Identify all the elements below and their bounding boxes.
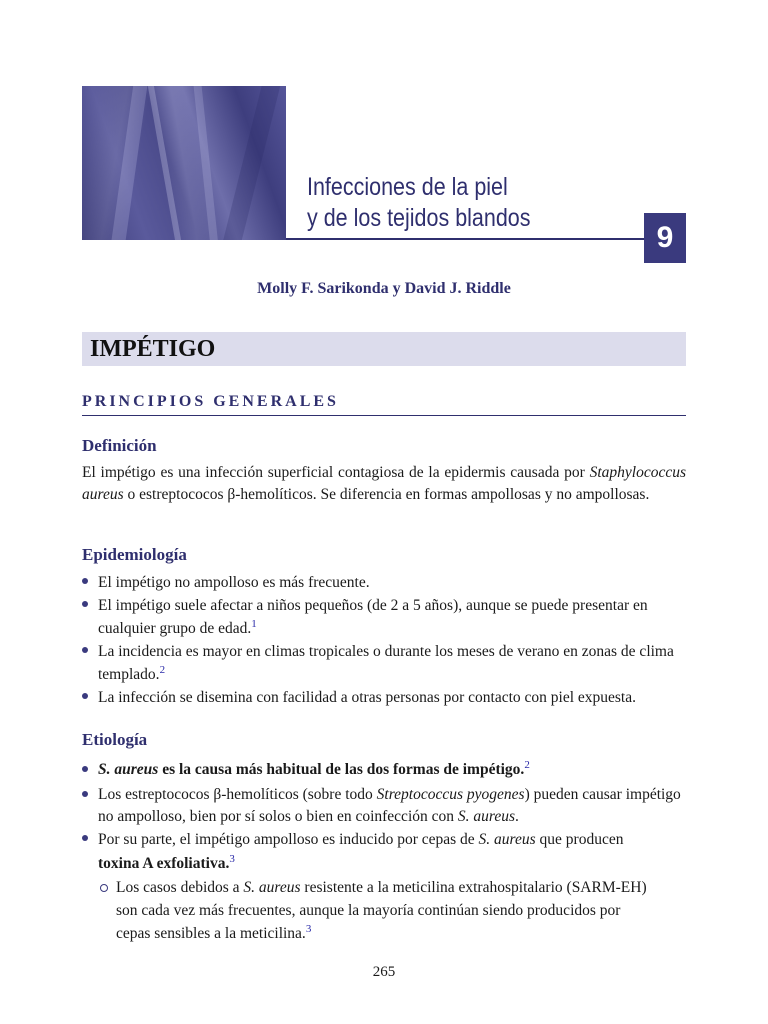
epidemiologia-heading: Epidemiología xyxy=(82,545,187,564)
reference-1[interactable]: 1 xyxy=(251,618,257,630)
etiologia-heading: Etiología xyxy=(82,730,148,749)
list-item: El impétigo no ampolloso es más frecuente. xyxy=(82,571,686,594)
list-item: S. aureus es la causa más habitual de las dos formas de impétigo.$^2$ xyxy=(82,759,686,781)
definicion-paragraph: El impétigo es una infección superficial contagiosa de la epidermis causada por Staphylococcus aureus o estreptococos β-hemolíticos. Se diferencia en formas ampollosas y no ampollosas. xyxy=(82,464,687,503)
reference-3[interactable]: 3 xyxy=(229,853,235,865)
chapter-title: Infecciones de la piel y de los tejidos blandos xyxy=(307,173,531,232)
page-number: 265 xyxy=(372,964,396,980)
list-item: La incidencia es mayor en climas tropicales o durante los meses de verano en zonas de clima templado.$^2$ xyxy=(82,640,686,686)
section-title: IMPÉTIGO xyxy=(90,336,216,362)
list-item: La infección se disemina con facilidad a otras personas por contacto con piel expuesta. xyxy=(82,686,686,709)
chapter-authors: Molly F. Sarikonda y David J. Riddle xyxy=(257,280,511,297)
reference-2[interactable]: 2 xyxy=(159,664,166,676)
chapter-number-badge: 9 xyxy=(644,213,686,263)
chapter-header-artwork xyxy=(82,86,286,240)
etiologia-list xyxy=(82,759,686,945)
reference-2[interactable]: 2 xyxy=(524,759,530,771)
title-rule xyxy=(286,238,644,240)
list-item: Por su parte, el impétigo ampolloso es inducido por cepas de S. aureus que producen toxina A exfoliativa.$^3$ xyxy=(82,828,686,876)
reference-3[interactable]: 3 xyxy=(305,923,312,935)
list-subitem: Los casos debidos a S. aureus resistente a la meticilina extrahospitalario (SARM-EH) son cada vez más frecuentes, aunque la mayoría continúan siendo producidos por cepas sensibles a la meticilina.$^3$ xyxy=(82,876,686,945)
definicion-heading: Definición xyxy=(82,436,157,455)
subsection-title: PRINCIPIOS GENERALES xyxy=(82,393,339,410)
subsection-rule xyxy=(82,415,686,416)
epidemiologia-list xyxy=(82,571,686,709)
list-item: Los estreptococos β-hemolíticos (sobre todo Streptococcus pyogenes) pueden causar impétigo no ampolloso, bien por sí solos o bien en coinfección con S. aureus. xyxy=(82,784,686,828)
list-item: El impétigo suele afectar a niños pequeños (de 2 a 5 años), aunque se puede presentar en cualquier grupo de edad.$^1$ xyxy=(82,594,686,640)
